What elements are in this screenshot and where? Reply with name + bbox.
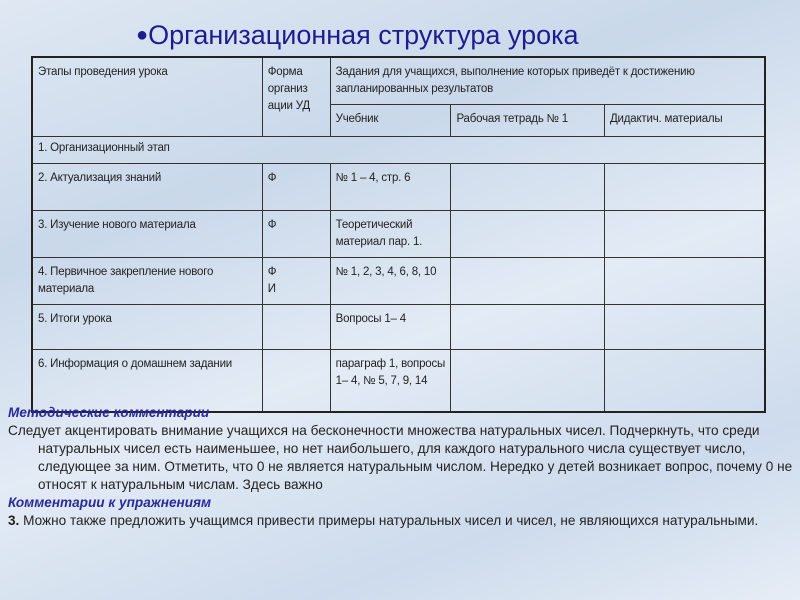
stage-cell: 5. Итоги урока: [32, 305, 262, 350]
header-stages: Этапы проведения урока: [32, 57, 262, 137]
table-row: [32, 137, 765, 164]
form-cell: [262, 350, 330, 412]
workbook-cell: [451, 164, 604, 211]
methodical-comments-text: Следует акцентировать внимание учащихся на бесконечности множества натуральных чисел. Подчеркнуть, что среди натуральных чисел есть наименьшее, но нет наибольшего, для каждого натурального числа существует число, следующее за ним. Отметить, что 0 не является натуральным числом. Нередко у детей возникает вопрос, почему 0 не относят к натуральным числам. Здесь важно: [8, 423, 793, 492]
table-row: [32, 305, 765, 350]
form-value: И: [267, 283, 276, 295]
header-tasks: Задания для учащихся, выполнение которых приведёт к достижению запланированных результатов: [330, 57, 765, 105]
form-value: Ф: [267, 266, 277, 278]
workbook-cell: [451, 305, 604, 350]
table-row: [32, 211, 765, 258]
textbook-cell: Вопросы 1– 4: [330, 305, 451, 350]
stage-cell: 1. Организационный этап: [32, 137, 765, 164]
table-row: [32, 258, 765, 305]
didactic-cell: [604, 164, 765, 211]
exercise-comment: [8, 512, 798, 530]
header-didactic: Дидактич. материалы: [604, 105, 765, 137]
form-cell: Ф: [262, 164, 330, 211]
workbook-cell: [451, 211, 604, 258]
textbook-cell: № 1, 2, 3, 4, 6, 8, 10: [330, 258, 451, 305]
notes: [8, 404, 798, 530]
textbook-cell: Теоретический материал пар. 1.: [330, 211, 451, 258]
textbook-cell: параграф 1, вопросы 1– 4, № 5, 7, 9, 14: [330, 350, 451, 412]
didactic-cell: [604, 211, 765, 258]
header-workbook: Рабочая тетрадь № 1: [451, 105, 604, 137]
didactic-cell: [604, 305, 765, 350]
exercise-number: 3.: [8, 513, 20, 528]
stage-cell: 3. Изучение нового материала: [32, 211, 262, 258]
bullet-icon: ●: [136, 24, 149, 46]
stage-cell: 2. Актуализация знаний: [32, 164, 262, 211]
exercise-comments-heading: Комментарии к упражнениям: [8, 495, 212, 510]
methodical-comments-heading: Методические комментарии: [8, 405, 210, 420]
title-text: Организационная структура урока: [148, 20, 579, 50]
header-form: Форма организ ации УД: [262, 57, 330, 137]
form-cell: [262, 258, 330, 305]
header-row: [32, 57, 765, 105]
slide-title: [136, 20, 579, 51]
stage-cell: 4. Первичное закрепление нового материала: [32, 258, 262, 305]
form-cell: Ф: [262, 211, 330, 258]
table-row: [32, 164, 765, 211]
table-row: [32, 350, 765, 412]
form-cell: [262, 305, 330, 350]
lesson-structure-table: [31, 56, 766, 413]
didactic-cell: [604, 350, 765, 412]
workbook-cell: [451, 258, 604, 305]
textbook-cell: № 1 – 4, стр. 6: [330, 164, 451, 211]
didactic-cell: [604, 258, 765, 305]
exercise-comment-text: Можно также предложить учащимся привести примеры натуральных чисел и чисел, не являющихся натуральными.: [19, 513, 759, 528]
workbook-cell: [451, 350, 604, 412]
header-textbook: Учебник: [330, 105, 451, 137]
stage-cell: 6. Информация о домашнем задании: [32, 350, 262, 412]
